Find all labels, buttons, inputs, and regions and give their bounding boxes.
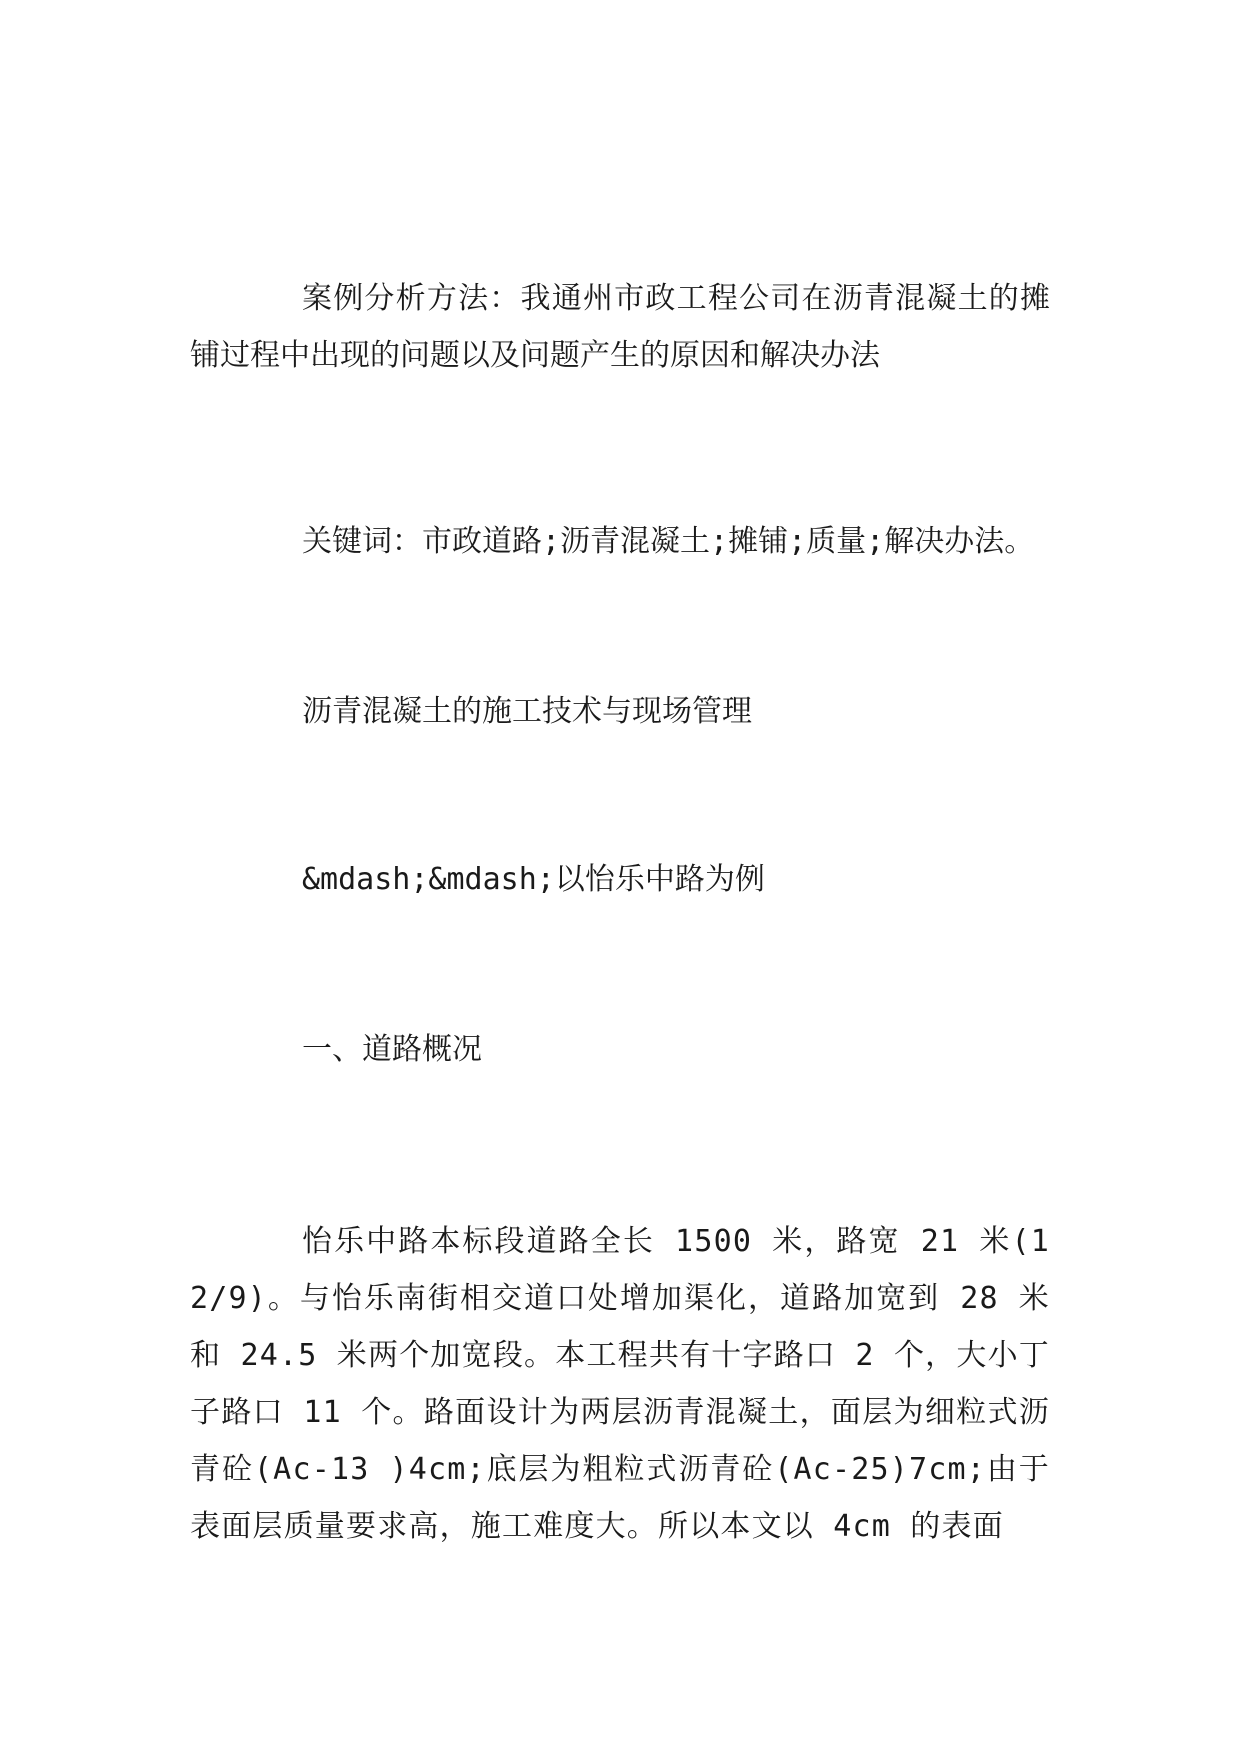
body-paragraph: 怡乐中路本标段道路全长 1500 米，路宽 21 米(12/9)。与怡乐南街相交道口处增加渠化，道路加宽到 28 米和 24.5 米两个加宽段。本工程共有十字路口 2 个，大小丁子路口 11 个。路面设计为两层沥青混凝土，面层为细粒式沥青砼(Ac-13 )4cm;底层为粗粒式沥青砼(Ac-25)7cm;由于表面层质量要求高，施工难度大。所以本文以 4cm 的表面 — [190, 1224, 1050, 1544]
document-subtitle: &mdash;&mdash;以怡乐中路为例 — [302, 862, 765, 897]
keywords-line: 关键词：市政道路;沥青混凝土;摊铺;质量;解决办法。 — [302, 524, 1035, 559]
section-heading: 一、道路概况 — [302, 1032, 482, 1067]
abstract-paragraph: 案例分析方法：我通州市政工程公司在沥青混凝土的摊铺过程中出现的问题以及问题产生的原因和解决办法 — [190, 281, 1050, 373]
document-title: 沥青混凝土的施工技术与现场管理 — [302, 694, 752, 729]
